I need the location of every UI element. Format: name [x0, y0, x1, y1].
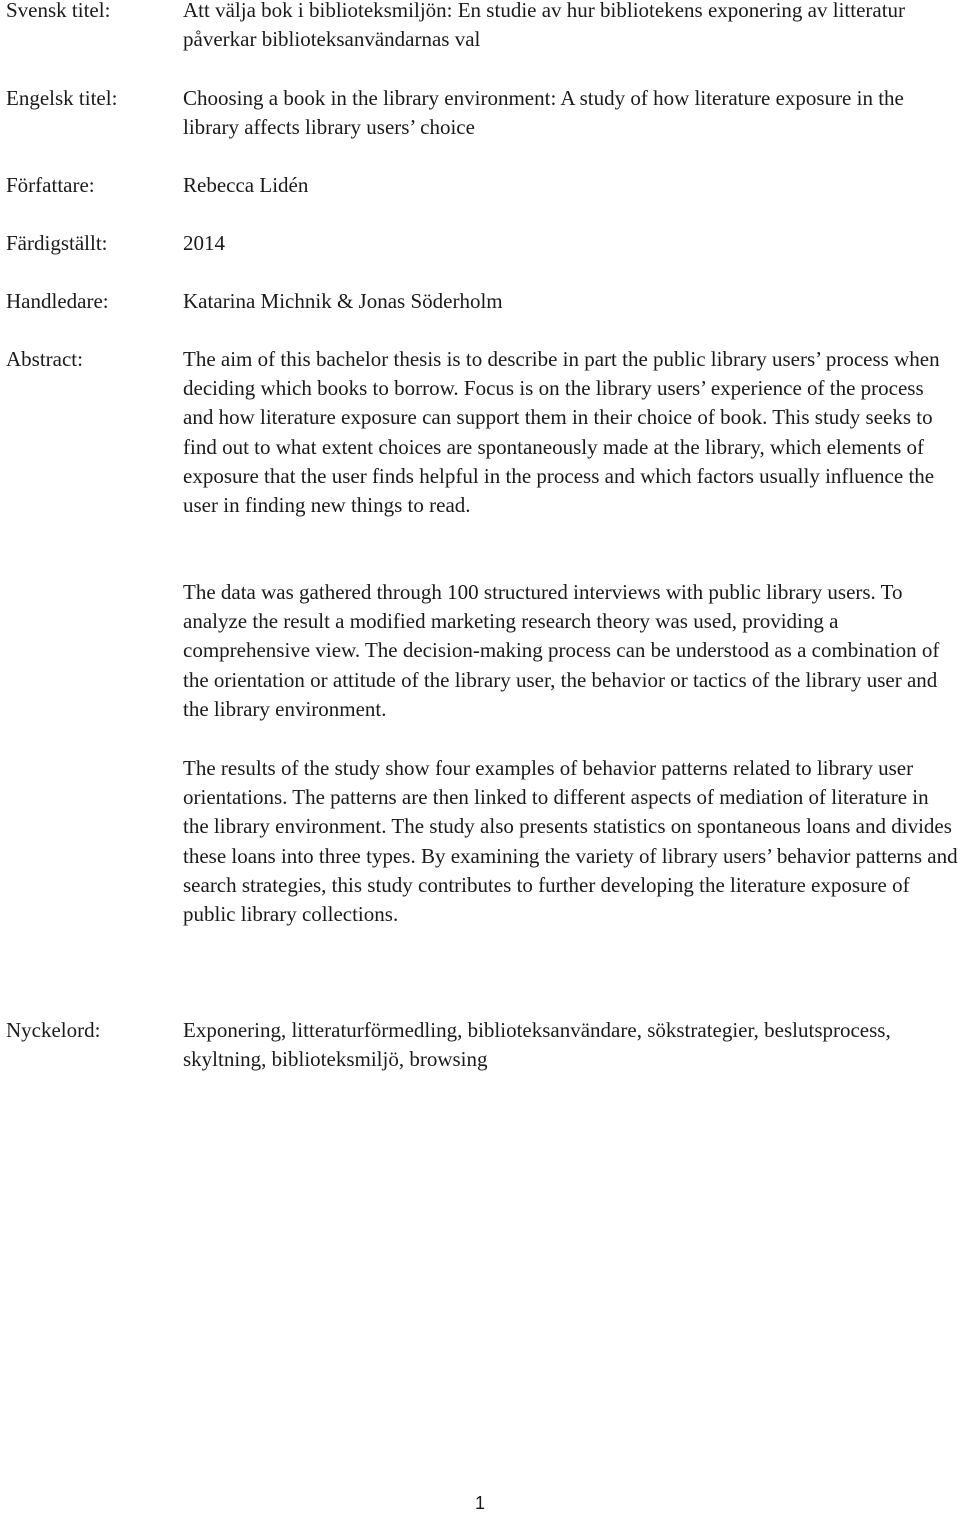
swedish-title-label: Svensk titel: [6, 0, 111, 22]
page-number: 1 [474, 1493, 485, 1513]
author-label: Författare: [6, 173, 95, 197]
keywords-value: Exponering, litteraturförmedling, biblioteksanvändare, sökstrategier, beslutsprocess, skyltning, biblioteksmiljö, browsing [183, 1018, 891, 1072]
keywords-label: Nyckelord: [6, 1018, 101, 1042]
supervisor-label: Handledare: [6, 289, 109, 313]
abstract-paragraph-3: The results of the study show four examples of behavior patterns related to library user orientations. The patterns are then linked to different aspects of mediation of literature in the library environment. The study also presents statistics on spontaneous loans and divides these loans into three types. By examining the variety of library users’ behavior patterns and search strategies, this study contributes to further developing the literature exposure of public library collections. [183, 756, 958, 927]
supervisor-value: Katarina Michnik & Jonas Söderholm [183, 289, 503, 313]
english-title-value: Choosing a book in the library environment: A study of how literature exposure in the library affects library users’ choice [183, 86, 904, 140]
english-title-label: Engelsk titel: [6, 86, 118, 110]
abstract-paragraph-1: The aim of this bachelor thesis is to describe in part the public library users’ process when deciding which books to borrow. Focus is on the library users’ experience of the process and how literature exposure can support them in their choice of book. This study seeks to find out to what extent choices are spontaneously made at the library, which elements of exposure that the user finds helpful in the process and which factors usually influence the user in finding new things to read. [183, 347, 940, 518]
abstract-paragraph-2: The data was gathered through 100 structured interviews with public library users. To analyze the result a modified marketing research theory was used, providing a comprehensive view. The decision-making process can be understood as a combination of the orientation or attitude of the library user, the behavior or tactics of the library user and the library environment. [183, 580, 940, 721]
completed-value: 2014 [183, 231, 225, 255]
swedish-title-value: Att välja bok i biblioteksmiljön: En studie av hur bibliotekens exponering av litteratur påverkar biblioteksanvändarnas val [183, 0, 906, 52]
author-value: Rebecca Lidén [183, 173, 309, 197]
abstract-label: Abstract: [6, 347, 83, 371]
completed-label: Färdigställt: [6, 231, 108, 255]
